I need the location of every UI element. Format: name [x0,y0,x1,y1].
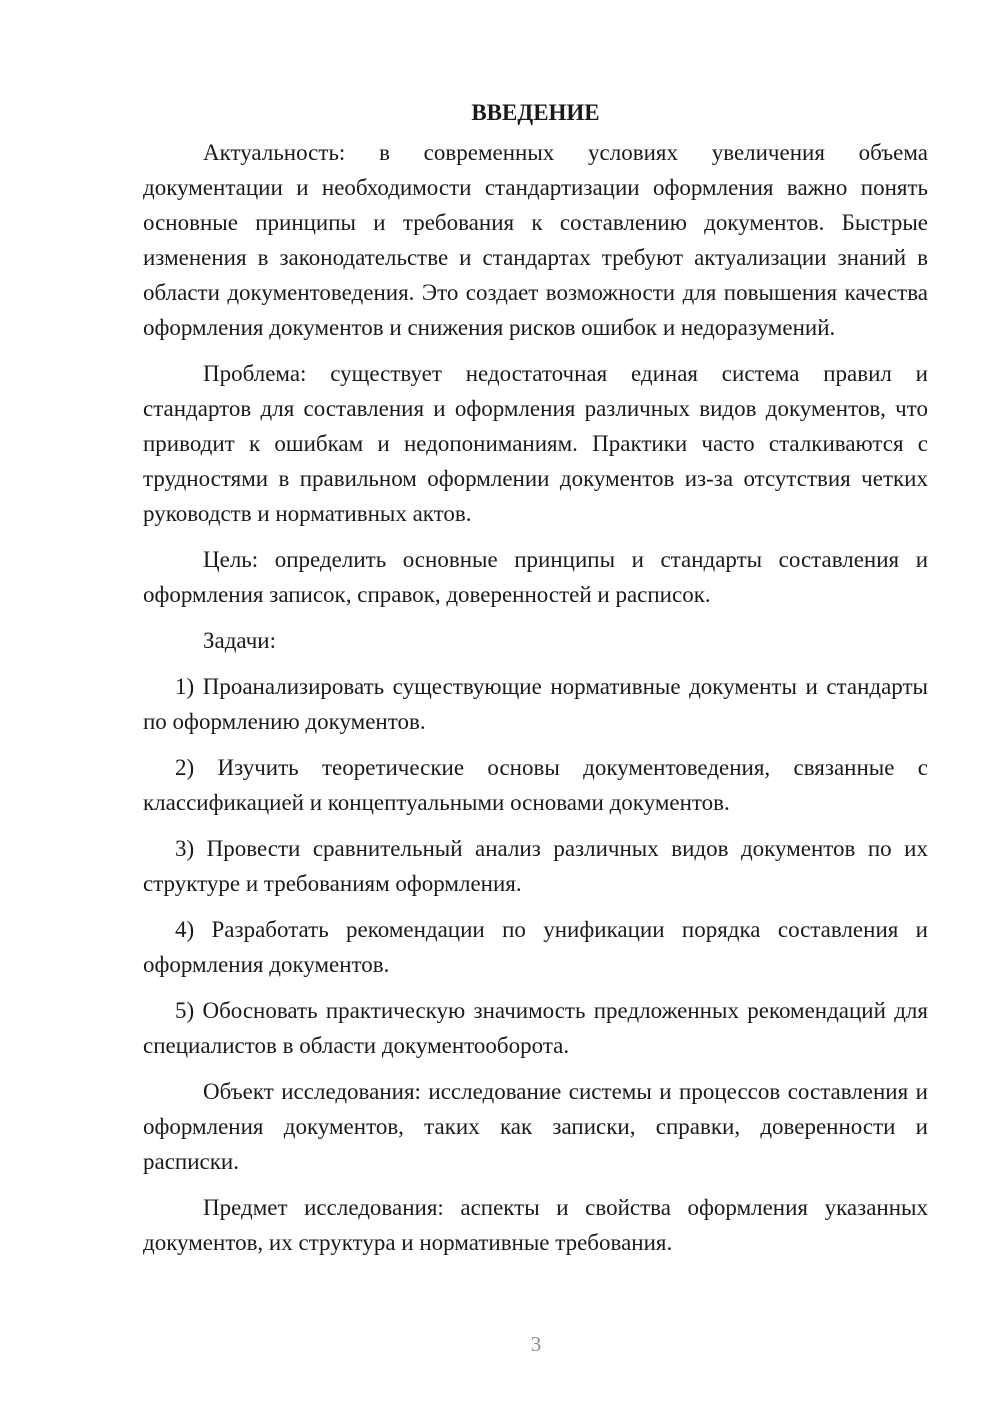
task-item-5: 5) Обосновать практическую значимость предложенных рекомендаций для специалистов в области документооборота. [143,998,928,1058]
task-item-2: 2) Изучить теоретические основы документоведения, связанные с классификацией и концептуальными основами документов. [143,755,928,815]
paragraph-relevance: Актуальность: в современных условиях увеличения объема документации и необходимости стандартизации оформления важно понять основные принципы и требования к составлению документов. Быстрые изменения в законодательстве и стандартах требуют актуализации знаний в области документоведения. Это создает возможности для повышения качества оформления документов и снижения рисков ошибок и недоразумений. [143,140,928,340]
task-item-3: 3) Провести сравнительный анализ различных видов документов по их структуре и требованиям оформления. [143,836,928,896]
page-number: 3 [530,1332,542,1356]
paragraph-goal: Цель: определить основные принципы и стандарты составления и оформления записок, справок, доверенностей и расписок. [143,547,928,607]
page-content [143,95,928,1271]
paragraph-problem: Проблема: существует недостаточная единая система правил и стандартов для составления и оформления различных видов документов, что приводит к ошибкам и недопониманиям. Практики часто сталкиваются с трудностями в правильном оформлении документов из-за отсутствия четких руководств и нормативных актов. [143,361,928,526]
paragraph-subject: Предмет исследования: аспекты и свойства оформления указанных документов, их структура и нормативные требования. [143,1195,928,1255]
tasks-list [143,669,928,1063]
task-item-4: 4) Разработать рекомендации по унификации порядка составления и оформления документов. [143,917,928,977]
paragraph-object: Объект исследования: исследование системы и процессов составления и оформления документов, таких как записки, справки, доверенности и расписки. [143,1079,928,1174]
section-heading: ВВЕДЕНИЕ [471,100,600,125]
task-item-1: 1) Проанализировать существующие нормативные документы и стандарты по оформлению документов. [143,674,928,734]
tasks-title: Задачи: [203,628,276,653]
